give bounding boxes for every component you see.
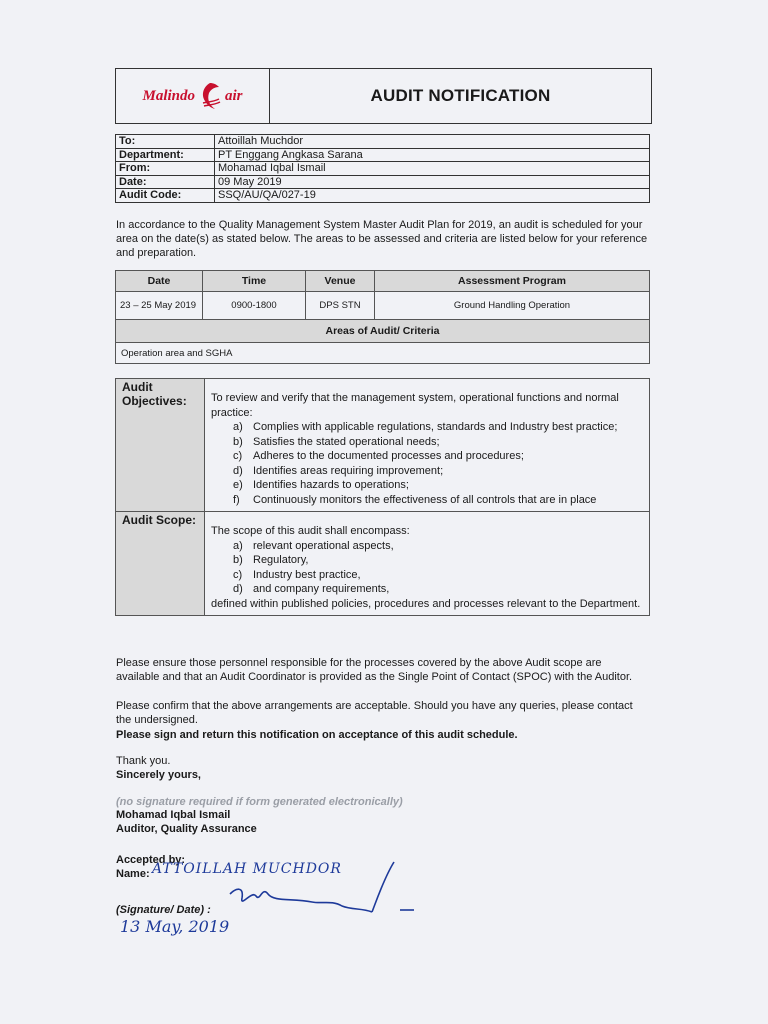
- info-value: SSQ/AU/QA/027-19: [215, 189, 650, 203]
- scope-outro: defined within published policies, procedures and processes relevant to the Department.: [211, 597, 641, 610]
- list-marker: b): [233, 435, 243, 448]
- list-text: and company requirements,: [253, 583, 390, 595]
- closing-paragraph-1: Please ensure those personnel responsible for the processes covered by the above Audit scope are available and that an Audit Coordinator is provided as the Single Point of Contact (SPOC) with the Auditor.: [116, 657, 633, 683]
- schedule-row: [116, 292, 650, 320]
- document-header: [115, 68, 652, 124]
- auditor-name: Mohamad Iqbal Ismail: [116, 809, 231, 821]
- info-value: 09 May 2019: [215, 175, 650, 189]
- list-text: relevant operational aspects,: [253, 539, 394, 552]
- schedule-date: 23 – 25 May 2019: [116, 292, 203, 320]
- list-text: Identifies areas requiring improvement;: [253, 464, 444, 477]
- schedule-program: Ground Handling Operation: [375, 292, 650, 320]
- info-row: [116, 148, 650, 162]
- info-value: PT Enggang Angkasa Sarana: [215, 148, 650, 162]
- audit-schedule-table: [115, 270, 650, 364]
- no-signature-note: (no signature required if form generated electronically): [116, 796, 403, 808]
- intro-paragraph: In accordance to the Quality Management System Master Audit Plan for 2019, an audit is scheduled for your area on the date(s) as stated below. The areas to be assessed and criteria are listed below for your reference and preparation.: [116, 219, 648, 259]
- list-item: [233, 464, 643, 479]
- list-text: Identifies hazards to operations;: [253, 479, 409, 491]
- audit-objectives-scope-table: [115, 378, 650, 616]
- list-marker: c): [233, 568, 243, 581]
- objectives-intro: To review and verify that the management system, operational functions and normal practice:: [211, 392, 619, 419]
- info-value: Mohamad Iqbal Ismail: [215, 162, 650, 176]
- accepted-by-label: Accepted by:: [116, 854, 186, 866]
- areas-value: Operation area and SGHA: [116, 343, 650, 364]
- objectives-content: [205, 379, 650, 512]
- scope-label: Audit Scope:: [116, 512, 205, 616]
- name-label: Name:: [116, 868, 150, 880]
- closing-paragraph-3: Please sign and return this notification on acceptance of this audit schedule.: [116, 729, 518, 741]
- col-date: Date: [116, 271, 203, 292]
- list-marker: d): [233, 464, 243, 477]
- logo-text-left: Malindo: [142, 87, 195, 104]
- col-assessment-program: Assessment Program: [375, 271, 650, 292]
- schedule-header-row: [116, 271, 650, 292]
- schedule-venue: DPS STN: [306, 292, 375, 320]
- list-marker: f): [233, 493, 240, 506]
- sincerely-text: Sincerely yours,: [116, 769, 201, 781]
- objectives-label: Audit Objectives:: [116, 379, 205, 512]
- list-text: Complies with applicable regulations, standards and Industry best practice;: [253, 421, 618, 433]
- list-text: Adheres to the documented processes and procedures;: [253, 450, 524, 462]
- list-item: [233, 568, 643, 583]
- signature-date-label: (Signature/ Date) :: [116, 904, 211, 916]
- list-item: [233, 435, 643, 450]
- logo-cell: [116, 69, 270, 123]
- list-item: [233, 493, 643, 508]
- list-text: Satisfies the stated operational needs;: [253, 435, 440, 448]
- list-item: [233, 420, 643, 435]
- col-time: Time: [203, 271, 306, 292]
- document-title: AUDIT NOTIFICATION: [370, 86, 551, 105]
- info-label: Audit Code:: [116, 189, 215, 203]
- malindo-air-logo: [142, 81, 242, 111]
- list-marker: d): [233, 583, 243, 595]
- list-text: Continuously monitors the effectiveness of all controls that are in place: [253, 493, 597, 506]
- areas-header-row: [116, 320, 650, 343]
- info-value: Attoillah Muchdor: [215, 135, 650, 149]
- list-item: [233, 478, 643, 493]
- list-marker: a): [233, 421, 243, 433]
- list-item: [233, 539, 643, 554]
- list-marker: c): [233, 450, 243, 462]
- col-venue: Venue: [306, 271, 375, 292]
- handwritten-signature: [222, 858, 422, 918]
- handwritten-name: ATTOILLAH MUCHDOR: [152, 861, 342, 877]
- info-row: [116, 175, 650, 189]
- areas-value-row: [116, 343, 650, 364]
- scope-intro: The scope of this audit shall encompass:: [211, 525, 410, 537]
- list-marker: b): [233, 554, 243, 566]
- scope-content: [205, 512, 650, 616]
- list-item: [233, 553, 643, 568]
- list-marker: a): [233, 539, 243, 552]
- bird-emblem-icon: [197, 81, 223, 111]
- scope-row: [116, 512, 650, 616]
- info-row: [116, 135, 650, 149]
- recipient-info-table: [115, 134, 650, 203]
- objectives-row: [116, 379, 650, 512]
- scope-list: [211, 539, 643, 597]
- list-item: [233, 449, 643, 464]
- info-row: [116, 162, 650, 176]
- info-label: To:: [116, 135, 215, 149]
- info-label: Date:: [116, 175, 215, 189]
- thanks-text: Thank you.: [116, 755, 171, 767]
- list-marker: e): [233, 479, 243, 491]
- handwritten-date: 13 May, 2019: [120, 917, 230, 936]
- list-item: [233, 582, 643, 597]
- info-label: From:: [116, 162, 215, 176]
- info-row: [116, 189, 650, 203]
- objectives-list: [211, 420, 643, 507]
- schedule-time: 0900-1800: [203, 292, 306, 320]
- closing-paragraph-2: Please confirm that the above arrangements are acceptable. Should you have any queries, please contact the undersigned.: [116, 700, 633, 726]
- info-label: Department:: [116, 148, 215, 162]
- list-text: Industry best practice,: [253, 568, 361, 581]
- auditor-title: Auditor, Quality Assurance: [116, 823, 257, 835]
- areas-header: Areas of Audit/ Criteria: [116, 320, 650, 343]
- list-text: Regulatory,: [253, 554, 309, 566]
- logo-text-right: air: [225, 87, 243, 104]
